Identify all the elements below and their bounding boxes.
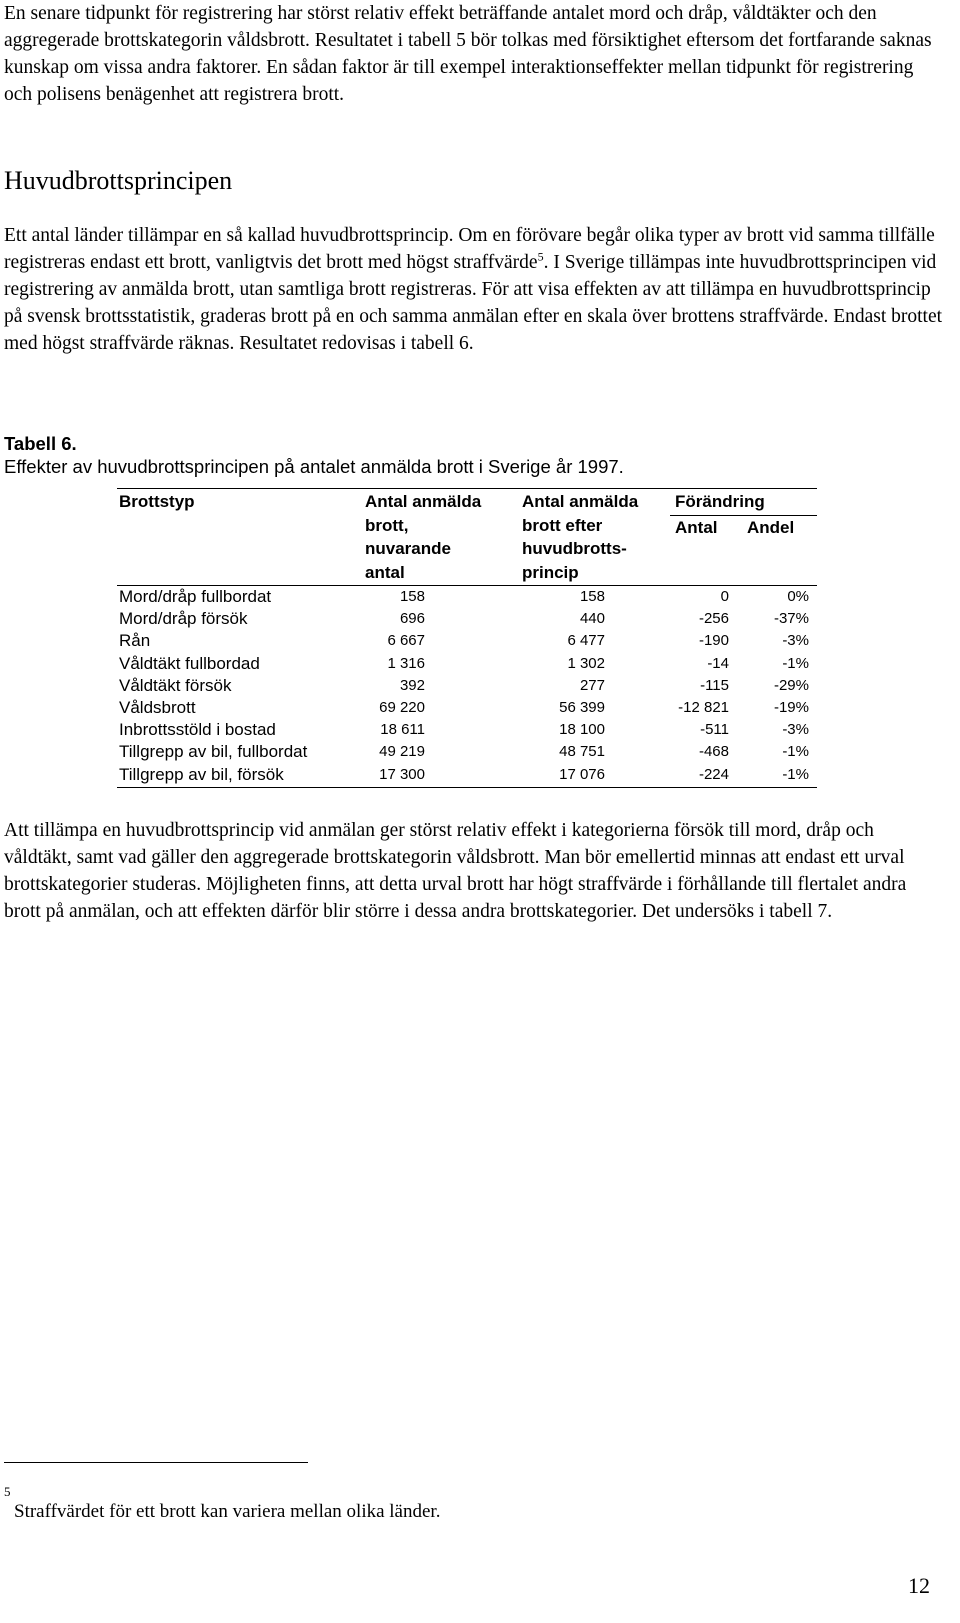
cell-name: Tillgrepp av bil, fullbordat xyxy=(119,742,308,762)
cell-share: -1% xyxy=(782,654,809,672)
cell-current: 69 220 xyxy=(379,699,425,716)
header-crime-type: Brottstyp xyxy=(119,492,195,511)
cell-share: -19% xyxy=(773,699,809,716)
table-row xyxy=(117,741,817,763)
cell-share: -37% xyxy=(773,610,809,628)
cell-current: 17 300 xyxy=(379,765,425,783)
cell-change: -256 xyxy=(698,610,729,628)
cell-current: 696 xyxy=(399,610,425,628)
cell-current: 158 xyxy=(399,588,425,605)
table-row xyxy=(117,586,817,608)
cell-after: 17 076 xyxy=(559,765,605,783)
cell-share: -3% xyxy=(782,721,809,739)
paragraph-text: Ett antal länder tillämpar en så kallad huvudbrottsprincip. Om en förövare begår olika typer av brott vid samma tillfälle registreras endast ett brott, vanligtvis det brott med högst straffvärde xyxy=(4,225,935,273)
cell-change: -12 821 xyxy=(678,699,729,716)
header-line: brott efter xyxy=(522,515,603,535)
cell-current: 392 xyxy=(399,676,425,694)
cell-change: -190 xyxy=(698,632,729,650)
cell-after: 277 xyxy=(579,676,605,694)
cell-share: 0% xyxy=(787,588,809,605)
cell-name: Våldtäkt försök xyxy=(119,675,232,695)
table-caption-text: Effekter av huvudbrottsprincipen på antalet anmälda brott i Sverige år 1997. xyxy=(4,456,624,477)
cell-after: 440 xyxy=(579,610,605,628)
cell-name: Mord/dråp försök xyxy=(119,609,248,629)
cell-name: Mord/dråp fullbordat xyxy=(119,587,272,606)
page-number: 12 xyxy=(908,1573,930,1598)
cell-current: 6 667 xyxy=(387,632,425,650)
table-top-rule xyxy=(117,488,817,489)
cell-change: -224 xyxy=(698,765,729,783)
cell-share: -1% xyxy=(782,765,809,783)
table-caption xyxy=(4,432,624,478)
cell-name: Våldtäkt fullbordad xyxy=(119,653,260,673)
header-change-group: Förändring xyxy=(675,492,765,511)
cell-after: 158 xyxy=(579,588,605,605)
header-line: nuvarande xyxy=(365,539,451,558)
footnote-mark: 5 xyxy=(4,1484,11,1499)
cell-change: -14 xyxy=(707,654,729,672)
principle-paragraph xyxy=(4,222,944,357)
table-row xyxy=(117,697,817,719)
table-label: Tabell 6. xyxy=(4,433,77,454)
cell-current: 18 611 xyxy=(380,721,425,739)
cell-after: 6 477 xyxy=(567,632,605,650)
cell-name: Inbrottsstöld i bostad xyxy=(119,720,276,740)
table-row xyxy=(117,675,817,697)
section-heading: Huvudbrottsprincipen xyxy=(4,166,233,195)
table-row xyxy=(117,608,817,630)
conclusion-paragraph: Att tillämpa en huvudbrottsprincip vid anmälan ger störst relativ effekt i kategorierna försök till mord, dråp och våldtäkt, samt vad gäller den aggregerade brottskategorin våldsbrott. Man bör emellertid minnas att endast ett urval brottskategorier studeras. Möjligheten finns, att detta urval brott har högt straffvärde i förhållande till flertalet andra brott på anmälan, och att effekten därför blir större i dessa andra brottskategorier. Det undersöks i tabell 7. xyxy=(4,820,907,922)
table-row xyxy=(117,630,817,652)
cell-change: -511 xyxy=(700,721,729,739)
cell-after: 48 751 xyxy=(559,743,605,761)
cell-current: 1 316 xyxy=(387,654,425,672)
header-line: huvudbrotts- xyxy=(522,539,627,558)
cell-name: Tillgrepp av bil, försök xyxy=(119,764,284,784)
header-line: princip xyxy=(522,562,579,582)
cell-share: -3% xyxy=(782,632,809,650)
cell-after: 18 100 xyxy=(559,721,605,739)
cell-share: -29% xyxy=(773,676,809,694)
cell-change: -115 xyxy=(700,676,729,694)
table-bottom-rule xyxy=(117,787,817,788)
footnote-divider xyxy=(4,1462,308,1463)
footnote-text: Straffvärdet för ett brott kan variera mellan olika länder. xyxy=(14,1501,441,1522)
cell-after: 1 302 xyxy=(567,654,605,672)
cell-change: -468 xyxy=(698,743,729,761)
header-line: Antal anmälda xyxy=(365,492,482,511)
header-change-share: Andel xyxy=(747,518,795,537)
header-change-count: Antal xyxy=(675,518,718,537)
table-row xyxy=(117,653,817,675)
cell-name: Rån xyxy=(119,631,151,651)
header-line: antal xyxy=(365,562,405,582)
paragraph-text-continued: . I Sverige tillämpas inte huvudbrottsprincipen vid registrering av anmälda brott, utan samtliga brott registreras. För att visa effekten av att tillämpa en huvudbrottsprincip på svensk brottsstatistik, graderas brott på en och samma anmälan efter en skala över brottens straffvärde. Endast brottet med högst straffvärde räknas. Resultatet redovisas i tabell 6. xyxy=(4,252,943,354)
table-row xyxy=(117,719,817,741)
cell-current: 49 219 xyxy=(379,743,425,761)
cell-share: -1% xyxy=(782,743,809,761)
cell-name: Våldsbrott xyxy=(119,698,196,717)
header-current-count xyxy=(365,490,481,584)
header-line: brott, xyxy=(365,515,409,535)
header-line: Antal anmälda xyxy=(522,492,639,511)
cell-change: 0 xyxy=(720,588,729,605)
footnote-reference: 5 xyxy=(537,249,544,264)
header-after-count xyxy=(522,490,638,584)
cell-after: 56 399 xyxy=(559,699,605,716)
intro-paragraph: En senare tidpunkt för registrering har störst relativ effekt beträffande antalet mord och dråp, våldtäkter och den aggregerade brottskategorin våldsbrott. Resultatet i tabell 5 bör tolkas med försiktighet eftersom det fortfarande saknas kunskap om vissa andra faktorer. En sådan faktor är till exempel interaktionseffekter mellan tidpunkt för registrering och polisens benägenhet att registrera brott. xyxy=(4,3,932,105)
table-row xyxy=(117,764,817,786)
